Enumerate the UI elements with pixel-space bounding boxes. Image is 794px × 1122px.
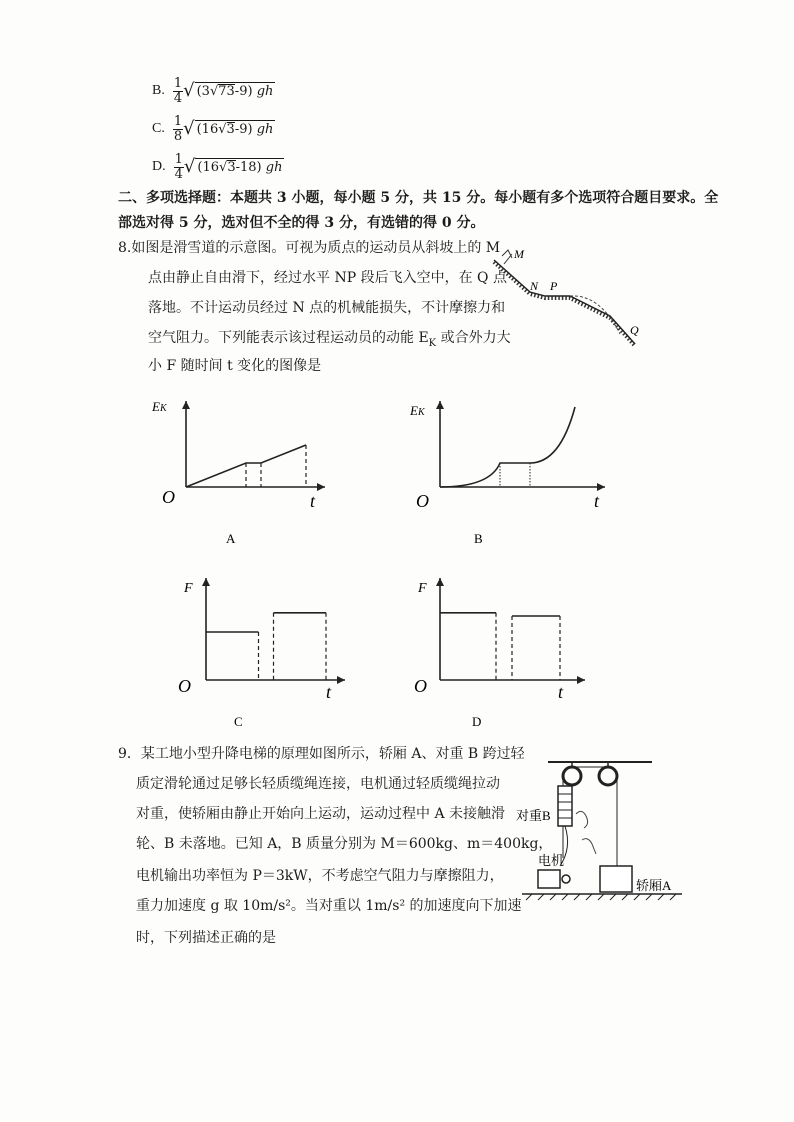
y-axis-label: EK bbox=[410, 403, 425, 418]
label-m: M bbox=[514, 247, 524, 261]
y-axis-label: F bbox=[184, 581, 193, 596]
series bbox=[440, 407, 575, 487]
q9-line6: 重力加速度 g 取 10m/s²。当对重以 1m/s² 的加速度向下加速 bbox=[136, 898, 522, 914]
chart-d[interactable] bbox=[410, 572, 590, 732]
label-n: N bbox=[530, 279, 539, 293]
flight-trajectory bbox=[570, 296, 620, 334]
motor-label: 电机 bbox=[538, 853, 565, 868]
x-axis-label: t bbox=[558, 682, 564, 702]
option-letter: B. bbox=[152, 83, 165, 98]
x-axis-arrow bbox=[597, 483, 605, 491]
origin-label: O bbox=[414, 676, 427, 696]
motor-box bbox=[538, 870, 560, 888]
q9-line3: 对重，使轿厢由静止开始向上运动，运动过程中 A 未接触滑 bbox=[136, 806, 506, 822]
series bbox=[440, 613, 560, 680]
label-p: P bbox=[550, 279, 558, 293]
ground-hatch bbox=[526, 894, 676, 900]
sqrt-sign: √ bbox=[183, 156, 196, 177]
motor-shaft bbox=[562, 875, 570, 883]
series bbox=[186, 445, 306, 487]
option-label: B bbox=[474, 531, 483, 546]
axes bbox=[202, 578, 345, 684]
x-axis-label: t bbox=[326, 682, 332, 702]
section-heading-line1: 二、多项选择题：本题共 3 小题，每小题 5 分，共 15 分。每小题有多个选项符合题目要求。全 bbox=[118, 190, 719, 206]
origin-label: O bbox=[416, 491, 429, 511]
car-a bbox=[600, 866, 632, 892]
q9-line1: 9．某工地小型升降电梯的原理如图所示，轿厢 A、对重 B 跨过轻 bbox=[118, 746, 525, 762]
series-curve bbox=[440, 407, 575, 487]
x-axis-arrow bbox=[317, 483, 325, 491]
x-axis-label: t bbox=[310, 491, 316, 511]
slope-surface bbox=[494, 260, 635, 344]
q8-line3: 落地。不计运动员经过 N 点的机械能损失，不计摩擦力和 bbox=[148, 300, 506, 316]
y-axis-arrow bbox=[436, 578, 444, 586]
fraction: $\frac{1}{4}$ bbox=[173, 75, 183, 106]
skier-mark bbox=[502, 250, 512, 264]
q8-line5: 小 F 随时间 t 变化的图像是 bbox=[148, 358, 322, 374]
y-axis-arrow bbox=[182, 401, 190, 409]
fraction: $\frac{1}{4}$ bbox=[174, 151, 183, 182]
handwriting-scribble bbox=[576, 811, 596, 854]
series bbox=[206, 613, 326, 680]
option-c[interactable] bbox=[152, 112, 275, 146]
elevator-figure bbox=[512, 758, 692, 908]
q9-line4: 轮、B 未落地。已知 A，B 质量分别为 M＝600kg、m＝400kg， bbox=[136, 836, 553, 852]
counterweight-label: 对重B bbox=[516, 808, 551, 823]
sqrt-sign: √ bbox=[183, 118, 195, 139]
section-heading-line2: 部选对得 5 分，选对但不全的得 3 分，有选错的得 0 分。 bbox=[118, 215, 485, 231]
ski-slope-figure bbox=[490, 246, 650, 354]
q8-line2: 点由静止自由滑下，经过水平 NP 段后飞入空中，在 Q 点 bbox=[148, 270, 507, 286]
sqrt-sign: √ bbox=[183, 80, 195, 101]
label-q: Q bbox=[630, 323, 639, 337]
option-label: A bbox=[226, 531, 236, 546]
y-axis-arrow bbox=[436, 401, 444, 409]
q8-line4: 空气阻力。下列能表示该过程运动员的动能 $E_K$ 或合外力大 bbox=[148, 330, 511, 349]
origin-label: O bbox=[178, 676, 191, 696]
q9-line2: 质定滑轮通过足够长轻质缆绳连接，电机通过轻质缆绳拉动 bbox=[136, 776, 500, 792]
q8-line1: 8.如图是滑雪道的示意图。可视为质点的运动员从斜坡上的 M bbox=[118, 240, 501, 256]
pulley-left-icon bbox=[563, 767, 581, 785]
option-label: C bbox=[234, 714, 243, 729]
option-letter: D. bbox=[152, 159, 166, 174]
chart-b[interactable] bbox=[410, 395, 610, 555]
x-axis-arrow bbox=[577, 676, 585, 684]
x-axis-label: t bbox=[594, 491, 600, 511]
option-label: D bbox=[472, 714, 482, 729]
y-axis-label: EK bbox=[152, 399, 167, 414]
slope-hatch bbox=[494, 262, 635, 346]
axes bbox=[436, 578, 585, 684]
car-label: 轿厢A bbox=[636, 878, 672, 893]
y-axis-arrow bbox=[202, 578, 210, 586]
chart-a[interactable] bbox=[150, 395, 340, 555]
option-d[interactable] bbox=[152, 150, 284, 184]
chart-c[interactable] bbox=[170, 572, 350, 732]
pulley-right-icon bbox=[599, 767, 617, 785]
y-axis-label: F bbox=[418, 581, 427, 596]
option-letter: C. bbox=[152, 121, 165, 136]
fraction: $\frac{1}{8}$ bbox=[173, 113, 183, 144]
x-axis-arrow bbox=[337, 676, 345, 684]
option-b[interactable] bbox=[152, 74, 275, 108]
q9-line5: 电机输出功率恒为 P＝3kW，不考虑空气阻力与摩擦阻力， bbox=[136, 868, 504, 884]
axes bbox=[436, 401, 605, 491]
radicand: (16√3-18) gh bbox=[197, 160, 283, 175]
counterweight-b bbox=[558, 786, 572, 826]
radicand: (3√73-9) gh bbox=[196, 84, 274, 99]
q9-line7: 时，下列描述正确的是 bbox=[136, 930, 276, 946]
radicand: (16√3-9) gh bbox=[196, 122, 274, 137]
origin-label: O bbox=[162, 487, 175, 507]
